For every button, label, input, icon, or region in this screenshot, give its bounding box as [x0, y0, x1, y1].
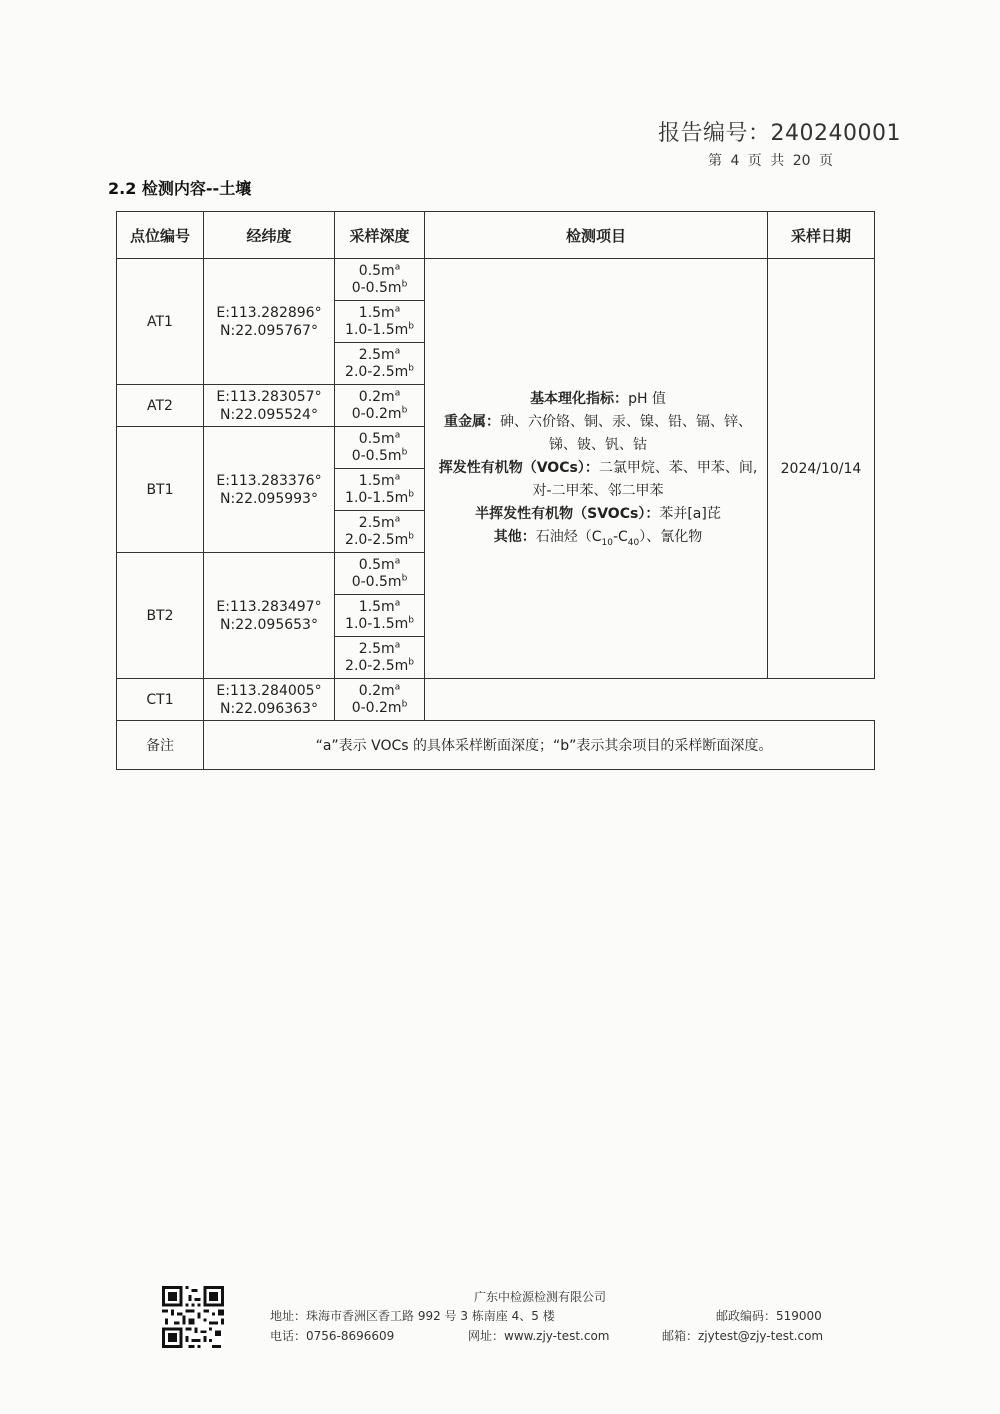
superscript-a: a: [394, 345, 401, 356]
longitude: E:113.283376°: [216, 472, 322, 489]
coordinates: [204, 259, 335, 385]
point-id: BT1: [117, 427, 204, 553]
coordinates: [204, 385, 335, 427]
depth-cell: [335, 259, 425, 301]
footer-email: 邮箱：zjytest@zjy-test.com: [662, 1329, 824, 1343]
point-id: BT2: [117, 553, 204, 679]
other-label: 其他：: [493, 529, 536, 545]
other-text-2: -C: [612, 529, 628, 545]
qr-code-icon: [162, 1286, 224, 1348]
header-sampling-date: 采样日期: [768, 212, 875, 259]
depth-b: 1.0-1.5m: [345, 321, 409, 338]
sampling-date: 2024/10/14: [768, 259, 875, 679]
test-items: [425, 259, 768, 679]
depth-a: 1.5m: [358, 472, 395, 489]
latitude: N:22.095767°: [220, 322, 318, 339]
depth-cell: [335, 637, 425, 679]
svoc-label: 半挥发性有机物（SVOCs）：: [475, 506, 660, 522]
footer-postcode: 邮政编码：519000: [716, 1309, 822, 1323]
superscript-b: b: [408, 614, 414, 625]
depth-b: 0-0.5m: [351, 573, 402, 590]
sampling-table: [116, 211, 875, 770]
depth-b: 0-0.5m: [351, 447, 402, 464]
basic-text: pH 值: [628, 391, 666, 407]
footer-website: 网址：www.zjy-test.com: [468, 1329, 610, 1343]
report-number: 报告编号：240240001: [658, 121, 901, 146]
superscript-a: a: [394, 597, 401, 608]
longitude: E:113.283497°: [216, 598, 322, 615]
latitude: N:22.095993°: [220, 490, 318, 507]
superscript-b: b: [408, 530, 414, 541]
depth-a: 2.5m: [358, 640, 395, 657]
latitude: N:22.096363°: [220, 700, 318, 717]
point-id: AT1: [117, 259, 204, 385]
depth-b: 1.0-1.5m: [345, 615, 409, 632]
note-row: [117, 721, 875, 770]
depth-cell: [335, 469, 425, 511]
depth-b: 2.0-2.5m: [345, 363, 409, 380]
superscript-a: a: [394, 513, 401, 524]
footer-phone: 电话：0756-8696609: [270, 1329, 395, 1343]
depth-a: 2.5m: [358, 514, 395, 531]
depth-b: 0-0.2m: [351, 699, 402, 716]
superscript-b: b: [401, 404, 408, 415]
depth-cell: [335, 301, 425, 343]
superscript-b: b: [408, 488, 414, 499]
superscript-a: a: [394, 429, 401, 440]
depth-cell: [335, 385, 425, 427]
depth-a: 0.5m: [358, 430, 395, 447]
header-coordinates: 经纬度: [204, 212, 335, 259]
depth-a: 0.2m: [358, 388, 395, 405]
superscript-a: a: [394, 303, 401, 314]
other-text-3: ）、氰化物: [639, 529, 703, 545]
superscript-a: a: [394, 681, 401, 692]
depth-a: 0.5m: [358, 262, 395, 279]
depth-cell: [335, 679, 425, 721]
page-info: 第 4 页 共 20 页: [708, 153, 833, 169]
header-test-items: 检测项目: [425, 212, 768, 259]
depth-b: 0-0.5m: [351, 279, 402, 296]
table-row: [117, 259, 875, 301]
depth-cell: [335, 343, 425, 385]
depth-cell: [335, 553, 425, 595]
voc-label: 挥发性有机物（VOCs）：: [438, 460, 599, 476]
longitude: E:113.283057°: [216, 388, 322, 405]
depth-a: 0.2m: [358, 682, 395, 699]
superscript-b: b: [408, 362, 414, 373]
header-depth: 采样深度: [335, 212, 425, 259]
voc-text: 二氯甲烷、苯、甲苯、间,对-二甲苯、邻二甲苯: [532, 460, 758, 499]
svoc-text: 苯并[a]芘: [659, 506, 721, 522]
superscript-b: b: [401, 446, 408, 457]
depth-a: 2.5m: [358, 346, 395, 363]
depth-a: 1.5m: [358, 304, 395, 321]
section-title: 2.2 检测内容--土壤: [108, 179, 252, 198]
header-point-id: 点位编号: [117, 212, 204, 259]
footer-company: 广东中检源检测有限公司: [474, 1290, 607, 1304]
longitude: E:113.284005°: [216, 682, 322, 699]
basic-label: 基本理化指标：: [530, 391, 629, 407]
depth-cell: [335, 427, 425, 469]
depth-b: 1.0-1.5m: [345, 489, 409, 506]
metal-text: 砷、六价铬、铜、汞、镍、铅、镉、锌、锑、铍、钒、钴: [500, 414, 752, 453]
superscript-a: a: [394, 471, 401, 482]
other-text-1: 石油烃（C: [535, 529, 602, 545]
depth-a: 0.5m: [358, 556, 395, 573]
table-row: [117, 679, 875, 721]
point-id: CT1: [117, 679, 204, 721]
note-text: “a”表示 VOCs 的具体采样断面深度；“b”表示其余项目的采样断面深度。: [204, 721, 875, 770]
superscript-b: b: [408, 656, 414, 667]
superscript-a: a: [394, 555, 401, 566]
depth-b: 2.0-2.5m: [345, 531, 409, 548]
point-id: AT2: [117, 385, 204, 427]
coordinates: [204, 427, 335, 553]
superscript-b: b: [401, 572, 408, 583]
depth-a: 1.5m: [358, 598, 395, 615]
superscript-b: b: [401, 698, 408, 709]
superscript-a: a: [394, 639, 401, 650]
superscript-a: a: [394, 387, 401, 398]
depth-cell: [335, 595, 425, 637]
coordinates: [204, 679, 335, 721]
superscript-a: a: [394, 261, 401, 272]
subscript-10: 10: [601, 537, 613, 548]
table-header-row: [117, 212, 875, 259]
coordinates: [204, 553, 335, 679]
depth-cell: [335, 511, 425, 553]
superscript-b: b: [408, 320, 414, 331]
depth-b: 2.0-2.5m: [345, 657, 409, 674]
latitude: N:22.095653°: [220, 616, 318, 633]
longitude: E:113.282896°: [216, 304, 322, 321]
note-label: 备注: [117, 721, 204, 770]
metal-label: 重金属：: [444, 414, 500, 430]
subscript-40: 40: [627, 537, 640, 548]
latitude: N:22.095524°: [220, 406, 318, 423]
superscript-b: b: [401, 278, 408, 289]
footer-address: 地址：珠海市香洲区香工路 992 号 3 栋南座 4、5 楼: [270, 1309, 555, 1323]
depth-b: 0-0.2m: [351, 405, 402, 422]
